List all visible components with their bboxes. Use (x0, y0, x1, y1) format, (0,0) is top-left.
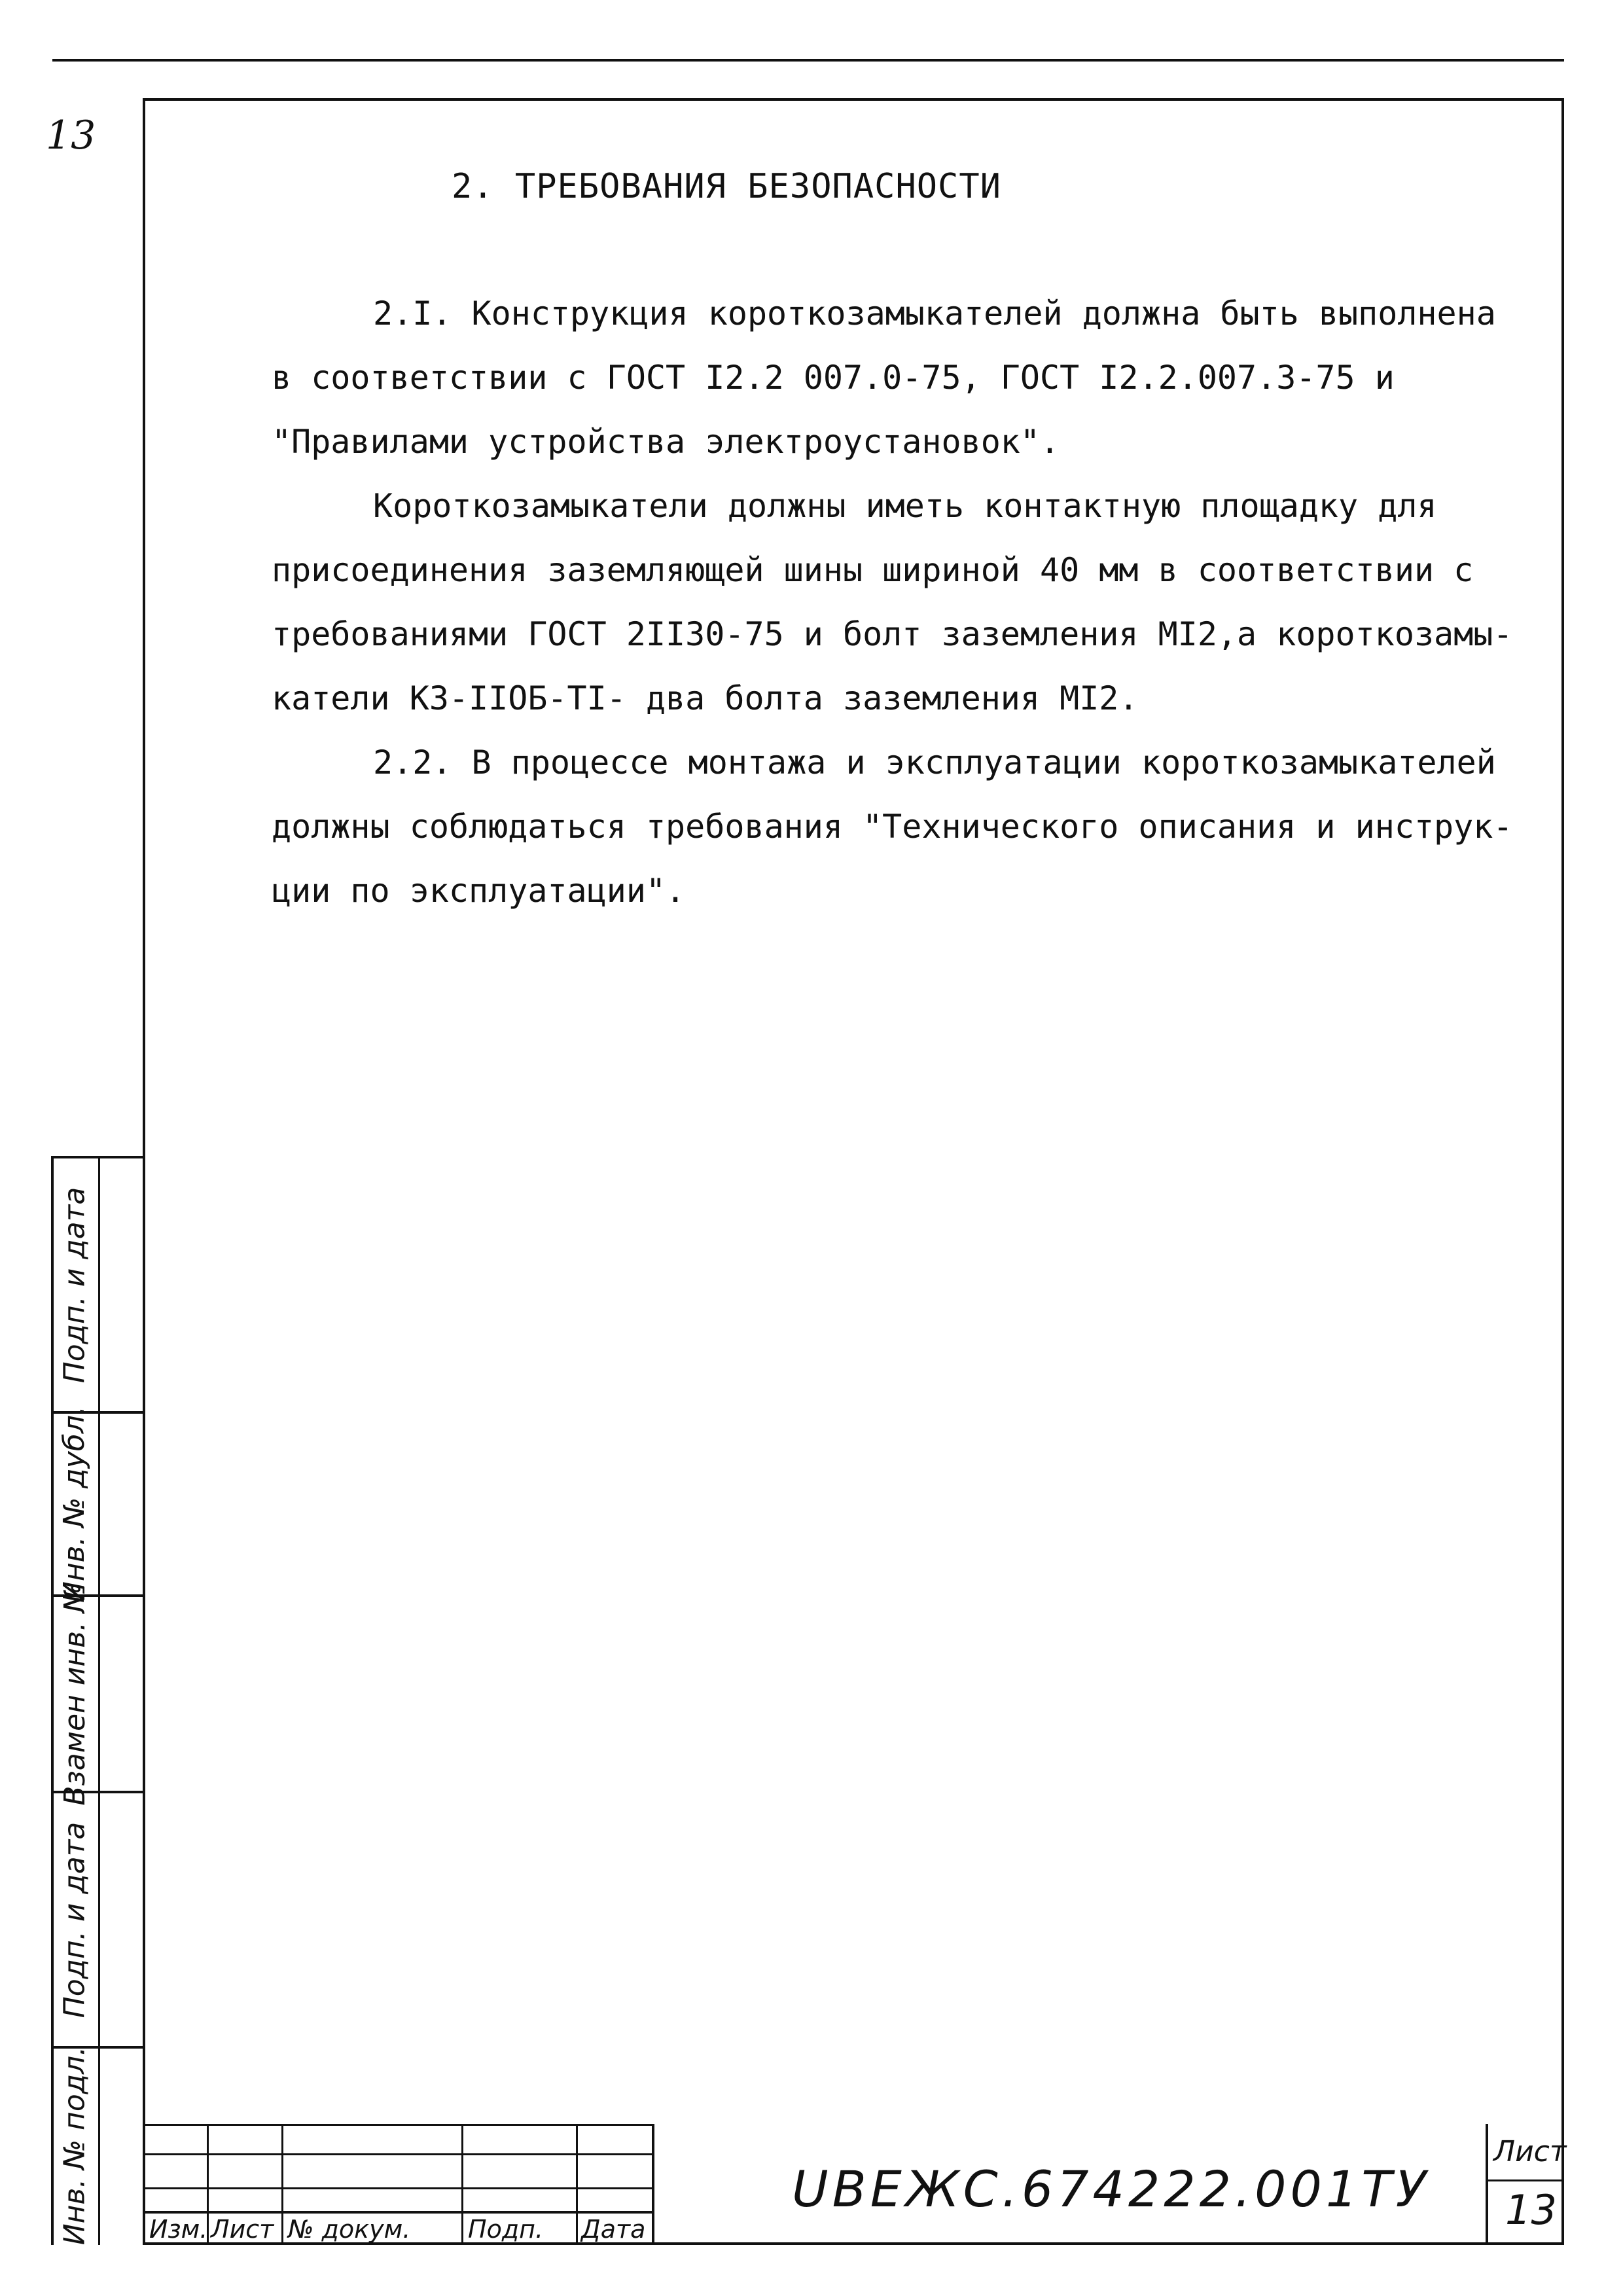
document-code: UBEЖC.674222.001ТУ (792, 2160, 1430, 2218)
paragraph-2-1 (272, 281, 1535, 474)
col-sheet: Лист (211, 2215, 274, 2244)
section-title: 2. ТРЕБОВАНИЯ БЕЗОПАСНОСТИ (452, 167, 1001, 206)
text-line: требованиями ГОСТ 2II30-75 и болт заземления МI2,а короткозамы- (272, 615, 1513, 653)
text-line: 2.2. В процессе монтажа и эксплуатации короткозамыкателей (373, 744, 1496, 781)
text-line: "Правилами устройства электроустановок". (272, 423, 1060, 461)
stamp-label-sign-date: Подп. и дата (58, 1187, 92, 1383)
corner-page-number: 13 (46, 113, 96, 158)
text-line: в соответствии с ГОСТ I2.2 007.0-75, ГОСТ I2.2.007.3-75 и (272, 359, 1395, 397)
col-change: Изм. (149, 2215, 208, 2244)
col-doc-number: № докум. (288, 2215, 411, 2244)
text-line: 2.I. Конструкция короткозамыкателей должна быть выполнена (373, 295, 1496, 332)
paragraph-grounding (272, 474, 1535, 730)
sheet-label: Лист (1493, 2135, 1567, 2168)
text-line: катели КЗ-IIОБ-ТI- два болта заземления МI2. (272, 679, 1139, 717)
text-line: должны соблюдаться требования "Технического описания и инструк- (272, 808, 1513, 846)
col-date: Дата (581, 2215, 646, 2244)
paragraph-2-2 (272, 730, 1535, 923)
stamp-label-orig-inv: Инв. № подл. (58, 2046, 92, 2245)
text-line: Короткозамыкатели должны иметь контактную площадку для (373, 487, 1437, 525)
text-line: ции по эксплуатации". (272, 872, 686, 910)
col-signature: Подп. (468, 2215, 544, 2244)
stamp-label-replace-inv: Взамен инв. № (58, 1582, 92, 1806)
text-line: присоединения заземляющей шины шириной 40 мм в соответствии с (272, 551, 1474, 589)
stamp-label-dup-inv: Инв. № дубл. (58, 1405, 92, 1603)
stamp-label-sign-date-2: Подп. и дата (58, 1821, 92, 2018)
sheet-number: 13 (1505, 2186, 1557, 2234)
